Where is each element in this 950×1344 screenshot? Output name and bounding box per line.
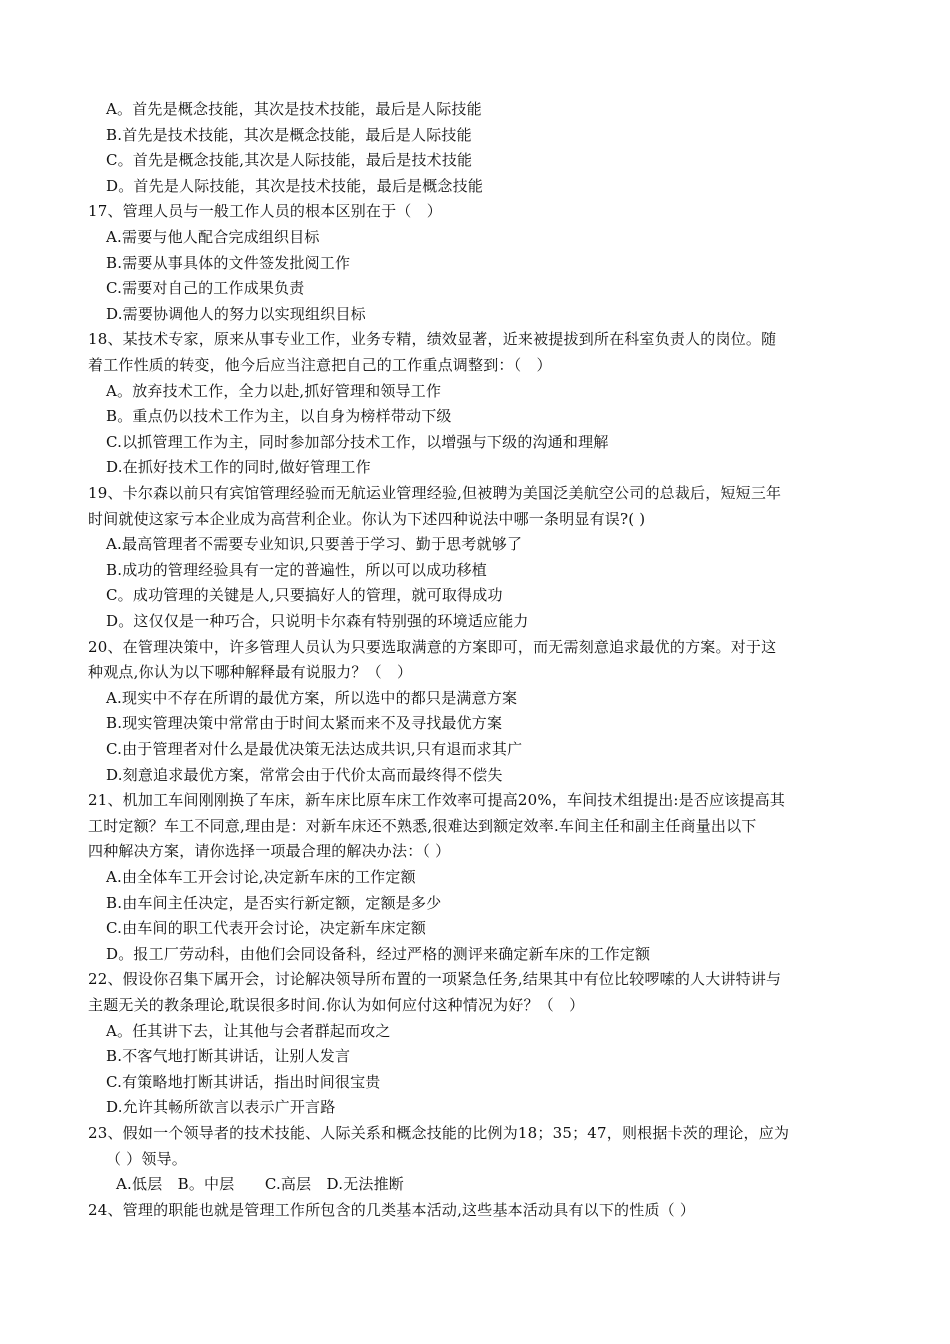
option-line: A。首先是概念技能，其次是技术技能，最后是人际技能 — [106, 100, 482, 118]
question-line: 24、管理的职能也就是管理工作所包含的几类基本活动,这些基本活动具有以下的性质（ ） — [88, 1201, 696, 1219]
question-continuation-line: 主题无关的教条理论,耽误很多时间.你认为如何应付这种情况为好？（ ） — [88, 996, 585, 1014]
question-line: 22、假设你召集下属开会，讨论解决领导所布置的一项紧急任务,结果其中有位比较啰嗦的人大讲特讲与 — [88, 970, 782, 988]
option-line: B.由车间主任决定，是否实行新定额，定额是多少 — [106, 894, 442, 912]
option-line: C.由车间的职工代表开会讨论，决定新车床定额 — [106, 919, 427, 937]
option-line: C.以抓管理工作为主，同时参加部分技术工作，以增强与下级的沟通和理解 — [106, 433, 609, 451]
question-line: 20、在管理决策中，许多管理人员认为只要选取满意的方案即可，而无需刻意追求最优的方案。对于这 — [88, 638, 777, 656]
option-line: D.刻意追求最优方案，常常会由于代价太高而最终得不偿失 — [106, 766, 503, 784]
question-line: 17、管理人员与一般工作人员的根本区别在于（ ） — [88, 202, 442, 220]
option-line: A。任其讲下去，让其他与会者群起而攻之 — [106, 1022, 391, 1040]
option-line: B。重点仍以技术工作为主，以自身为榜样带动下级 — [106, 407, 452, 425]
question-continuation-line: 四种解决方案，请你选择一项最合理的解决办法：（ ） — [88, 842, 451, 860]
option-line: D。报工厂劳动科，由他们会同设备科，经过严格的测评来确定新车床的工作定额 — [106, 945, 651, 963]
option-line: A.低层 B。中层 C.高层 D.无法推断 — [116, 1175, 404, 1193]
option-line: C。首先是概念技能,其次是人际技能，最后是技术技能 — [106, 151, 473, 169]
option-line: A.最高管理者不需要专业知识,只要善于学习、勤于思考就够了 — [106, 535, 523, 553]
option-line: D.需要协调他人的努力以实现组织目标 — [106, 305, 366, 323]
option-line: A.由全体车工开会讨论,决定新车床的工作定额 — [106, 868, 416, 886]
option-line: A.需要与他人配合完成组织目标 — [106, 228, 320, 246]
option-line: C.由于管理者对什么是最优决策无法达成共识,只有退而求其广 — [106, 740, 523, 758]
question-continuation-line: 着工作性质的转变，他今后应当注意把自己的工作重点调整到：（ ） — [88, 356, 552, 374]
option-line: C.需要对自己的工作成果负责 — [106, 279, 305, 297]
option-line: B.成功的管理经验具有一定的普遍性，所以可以成功移植 — [106, 561, 487, 579]
option-line: B.首先是技术技能，其次是概念技能，最后是人际技能 — [106, 126, 472, 144]
option-line: B.现实管理决策中常常由于时间太紧而来不及寻找最优方案 — [106, 714, 503, 732]
option-line: B.需要从事具体的文件签发批阅工作 — [106, 254, 351, 272]
option-line: A。放弃技术工作，全力以赴,抓好管理和领导工作 — [106, 382, 442, 400]
option-line: C.有策略地打断其讲话，指出时间很宝贵 — [106, 1073, 381, 1091]
question-continuation-line: 时间就使这家亏本企业成为高营利企业。你认为下述四种说法中哪一条明显有误?( ) — [88, 510, 646, 528]
question-continuation-line: （ ）领导。 — [106, 1150, 187, 1168]
question-continuation-line: 工时定额？车工不同意,理由是：对新车床还不熟悉,很难达到额定效率.车间主任和副主任商量出以下 — [88, 817, 757, 835]
question-line: 19、卡尔森以前只有宾馆管理经验而无航运业管理经验,但被聘为美国泛美航空公司的总裁后，短短三年 — [88, 484, 782, 502]
option-line: C。成功管理的关键是人,只要搞好人的管理，就可取得成功 — [106, 586, 503, 604]
question-line: 21、机加工车间刚刚换了车床，新车床比原车床工作效率可提高20%，车间技术组提出:是否应该提高其 — [88, 791, 786, 809]
option-line: D。首先是人际技能，其次是技术技能，最后是概念技能 — [106, 177, 484, 195]
option-line: D.在抓好技术工作的同时,做好管理工作 — [106, 458, 371, 476]
question-line: 18、某技术专家，原来从事专业工作，业务专精，绩效显著，近来被提拔到所在科室负责人的岗位。随 — [88, 330, 777, 348]
option-line: A.现实中不存在所谓的最优方案，所以选中的都只是满意方案 — [106, 689, 518, 707]
option-line: D.允许其畅所欲言以表示广开言路 — [106, 1098, 336, 1116]
question-continuation-line: 种观点,你认为以下哪种解释最有说服力？（ ） — [88, 663, 413, 681]
question-line: 23、假如一个领导者的技术技能、人际关系和概念技能的比例为18；35；47，则根据卡茨的理论，应为 — [88, 1124, 790, 1142]
option-line: D。这仅仅是一种巧合，只说明卡尔森有特别强的环境适应能力 — [106, 612, 529, 630]
option-line: B.不客气地打断其讲话，让别人发言 — [106, 1047, 351, 1065]
